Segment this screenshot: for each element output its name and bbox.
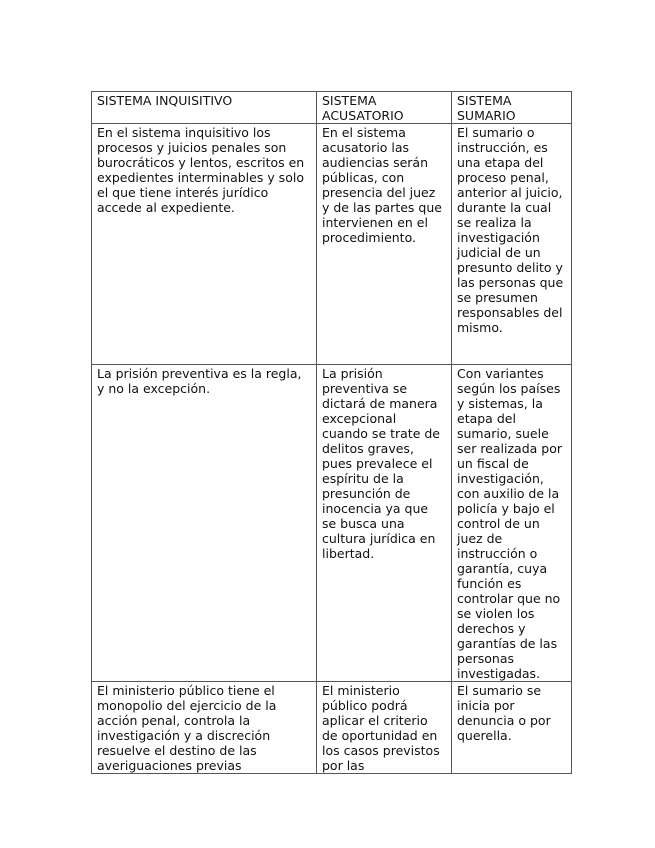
header-label: SISTEMA ACUSATORIO	[322, 93, 404, 123]
table-cell	[92, 124, 317, 365]
header-inquisitivo	[92, 92, 317, 124]
table-cell	[452, 682, 572, 774]
table-row	[92, 124, 572, 365]
table-cell	[452, 365, 572, 682]
table-cell	[317, 682, 452, 774]
comparison-table	[91, 91, 572, 774]
cell-text: El ministerio público tiene el monopolio del ejercicio de la acción penal, controla la investigación y a discreción resuelve el destino de las averiguaciones previas	[97, 683, 277, 773]
header-sumario	[452, 92, 572, 124]
table-cell	[317, 365, 452, 682]
table-cell	[317, 124, 452, 365]
cell-text: El ministerio público podrá aplicar el criterio de oportunidad en los casos previstos por las	[322, 683, 440, 773]
table-row	[92, 682, 572, 774]
cell-text: En el sistema acusatorio las audiencias serán públicas, con presencia del juez y de las partes que intervienen en el procedimiento.	[322, 125, 442, 245]
table-cell	[92, 682, 317, 774]
cell-text: El sumario o instrucción, es una etapa del proceso penal, anterior al juicio, durante la cual se realiza la investigación judicial de un presunto delito y las personas que se presumen responsables del mismo.	[457, 125, 564, 335]
cell-text: La prisión preventiva se dictará de manera excepcional cuando se trate de delitos graves, pues prevalece el espíritu de la presunción de inocencia ya que se busca una cultura jurídica en libertad.	[322, 366, 440, 561]
cell-text: Con variantes según los países y sistemas, la etapa del sumario, suele ser realizada por un fiscal de investigación, con auxilio de la policía y bajo el control de un juez de instrucción o garantía, cuya función es controlar que no se violen los derechos y garantías de las personas investigadas.	[457, 366, 562, 681]
table-cell	[452, 124, 572, 365]
header-label: SISTEMA SUMARIO	[457, 93, 516, 123]
table-header-row	[92, 92, 572, 124]
cell-text: El sumario se inicia por denuncia o por querella.	[457, 683, 551, 743]
cell-text: La prisión preventiva es la regla, y no la excepción.	[97, 366, 302, 396]
table-cell	[92, 365, 317, 682]
header-acusatorio	[317, 92, 452, 124]
header-label: SISTEMA INQUISITIVO	[97, 93, 233, 108]
table-row	[92, 365, 572, 682]
cell-text: En el sistema inquisitivo los procesos y juicios penales son burocráticos y lentos, escritos en expedientes interminables y solo el que tiene interés jurídico accede al expediente.	[97, 125, 305, 215]
